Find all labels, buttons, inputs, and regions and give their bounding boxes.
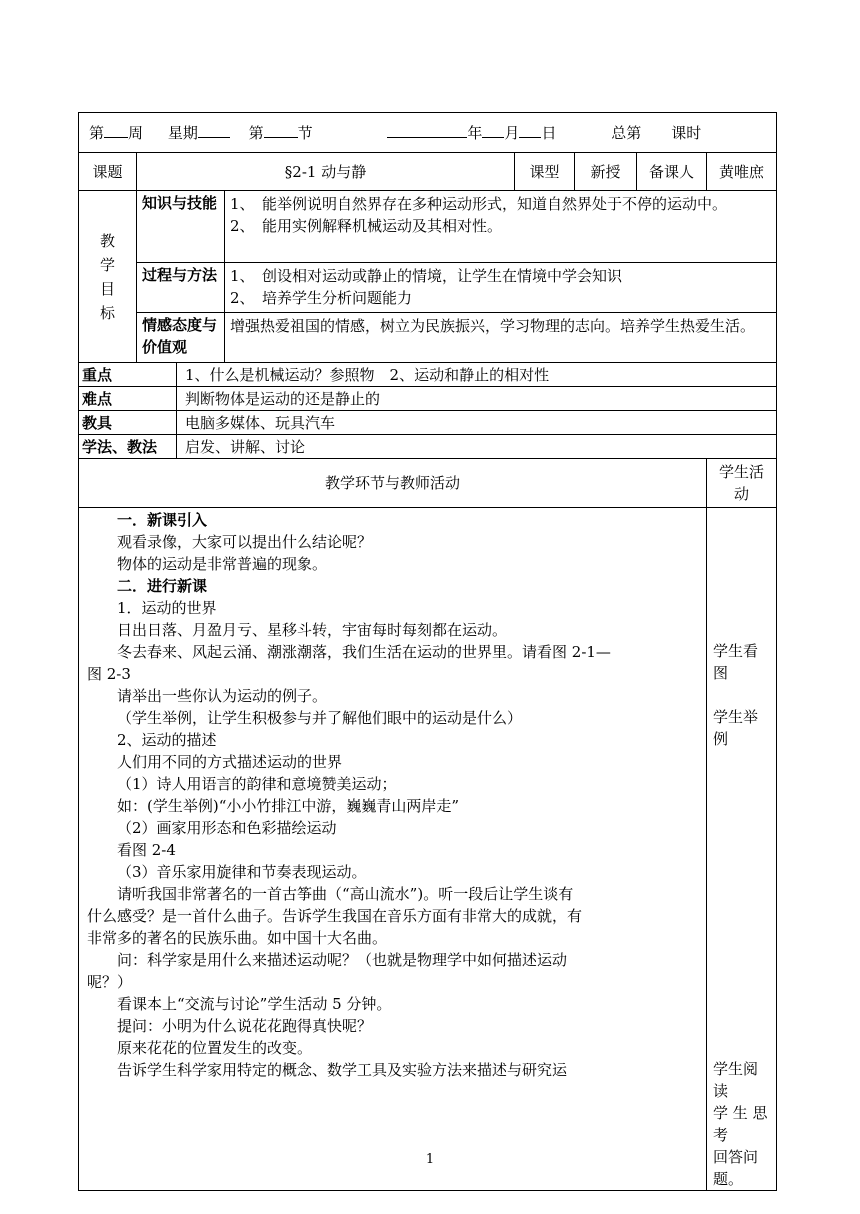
info-row xyxy=(79,435,777,459)
info-value: 电脑多媒体、玩具汽车 xyxy=(177,411,777,435)
section-suffix: 节 xyxy=(297,123,313,142)
page-number: 1 xyxy=(425,1152,435,1167)
content-line: 图 2-3 xyxy=(87,665,131,683)
content-line: （学生举例，让学生积极参与并了解他们眼中的运动是什么） xyxy=(117,709,523,727)
course-row xyxy=(79,153,777,191)
goal-line: 增强热爱祖国的情感，树立为民族振兴，学习物理的志向。培养学生热爱生活。 xyxy=(230,317,756,335)
activity-header-row xyxy=(79,459,777,508)
total-suffix: 课时 xyxy=(671,123,702,142)
content-line: 看图 2-4 xyxy=(117,841,176,859)
content-line: （3）音乐家用旋律和节奏表现运动。 xyxy=(117,863,367,881)
content-line: 告诉学生科学家用特定的概念、数学工具及实验方法来描述与研究运 xyxy=(117,1061,568,1079)
info-row xyxy=(79,363,777,387)
section-heading: 一．新课引入 xyxy=(117,511,208,529)
content-line: 什么感受？是一首什么曲子。告诉学生我国在音乐方面有非常大的成就，有 xyxy=(87,907,583,925)
total-prefix: 总第 xyxy=(611,123,642,142)
student-note: 学生阅读 xyxy=(713,1060,759,1100)
header-row xyxy=(79,113,777,153)
section-prefix: 第 xyxy=(248,123,264,142)
student-note: 学生看图 xyxy=(713,642,759,682)
student-note: 学生举例 xyxy=(713,708,759,748)
goal-row-knowledge xyxy=(79,191,777,263)
info-value: 判断物体是运动的还是静止的 xyxy=(177,387,777,411)
content-line: （1）诗人用语言的韵律和意境赞美运动； xyxy=(117,775,397,793)
goal-label-knowledge: 知识与技能 xyxy=(137,191,225,263)
content-line: （2）画家用形态和色彩描绘运动 xyxy=(117,819,337,837)
goal-label-attitude: 情感态度与价值观 xyxy=(137,313,225,363)
student-note: 学 生 思 考 xyxy=(713,1104,768,1144)
section-heading: 二．进行新课 xyxy=(117,577,208,595)
teacher-label: 备课人 xyxy=(637,153,707,191)
info-label: 难点 xyxy=(79,387,177,411)
type-label: 课型 xyxy=(515,153,575,191)
content-line: 呢？） xyxy=(87,973,133,991)
course-type: 新授 xyxy=(575,153,637,191)
goals-label: 教学目标 xyxy=(79,191,137,363)
goal-row-attitude xyxy=(79,313,777,363)
content-line: 如：(学生举例)“小小竹排江中游，巍巍青山两岸走” xyxy=(117,797,460,815)
lesson-table xyxy=(78,112,777,1191)
content-line: 日出日落、月盈月亏、星移斗转，宇宙每时每刻都在运动。 xyxy=(117,621,508,639)
content-line: 观看录像，大家可以提出什么结论呢？ xyxy=(117,533,373,551)
activity-row xyxy=(79,508,777,1191)
goal-label-method: 过程与方法 xyxy=(137,263,225,313)
year-label: 年 xyxy=(467,123,483,142)
lesson-plan xyxy=(78,112,776,1191)
goal-line: 2、 培养学生分析问题能力 xyxy=(230,289,413,307)
teacher-activity-header: 教学环节与教师活动 xyxy=(79,459,707,508)
teacher-activity xyxy=(79,508,707,1191)
content-line: 请举出一些你认为运动的例子。 xyxy=(117,687,328,705)
week-suffix: 周 xyxy=(128,123,144,142)
weekday-label: 星期 xyxy=(167,123,198,142)
month-label: 月 xyxy=(504,123,520,142)
goal-line: 1、 能举例说明自然界存在多种运动形式，知道自然界处于不停的运动中。 xyxy=(230,195,728,213)
content-line: 问：科学家是用什么来描述运动呢？（也就是物理学中如何描述运动 xyxy=(117,951,568,969)
info-value: 启发、讲解、讨论 xyxy=(177,435,777,459)
student-activity-header: 学生活动 xyxy=(707,459,777,508)
info-row xyxy=(79,411,777,435)
info-row xyxy=(79,387,777,411)
content-line: 提问：小明为什么说花花跑得真快呢？ xyxy=(117,1017,373,1035)
content-line: 请听我国非常著名的一首古筝曲（“高山流水”)。听一段后让学生谈有 xyxy=(117,885,574,903)
course-title: §2-1 动与静 xyxy=(137,153,515,191)
student-activity xyxy=(707,508,777,1191)
goal-row-method xyxy=(79,263,777,313)
info-label: 学法、教法 xyxy=(79,435,177,459)
content-line: 2、运动的描述 xyxy=(117,731,217,749)
week-prefix: 第 xyxy=(89,123,105,142)
content-line: 看课本上“交流与讨论”学生活动 5 分钟。 xyxy=(117,995,392,1013)
content-line: 非常多的著名的民族乐曲。如中国十大名曲。 xyxy=(87,929,388,947)
content-line: 1．运动的世界 xyxy=(117,599,217,617)
teacher-name: 黄唯庶 xyxy=(707,153,777,191)
info-label: 教具 xyxy=(79,411,177,435)
title-label: 课题 xyxy=(79,153,137,191)
goal-line: 2、 能用实例解释机械运动及其相对性。 xyxy=(230,217,503,235)
info-value: 1、什么是机械运动？参照物 2、运动和静止的相对性 xyxy=(177,363,777,387)
day-label: 日 xyxy=(541,123,557,142)
content-line: 原来花花的位置发生的改变。 xyxy=(117,1039,313,1057)
student-note: 回答问题。 xyxy=(713,1148,759,1188)
goal-line: 1、 创设相对运动或静止的情境，让学生在情境中学会知识 xyxy=(230,267,623,285)
content-line: 人们用不同的方式描述运动的世界 xyxy=(117,753,343,771)
content-line: 物体的运动是非常普遍的现象。 xyxy=(117,555,328,573)
info-label: 重点 xyxy=(79,363,177,387)
content-line: 冬去春来、风起云涌、潮涨潮落，我们生活在运动的世界里。请看图 2-1— xyxy=(117,643,611,661)
